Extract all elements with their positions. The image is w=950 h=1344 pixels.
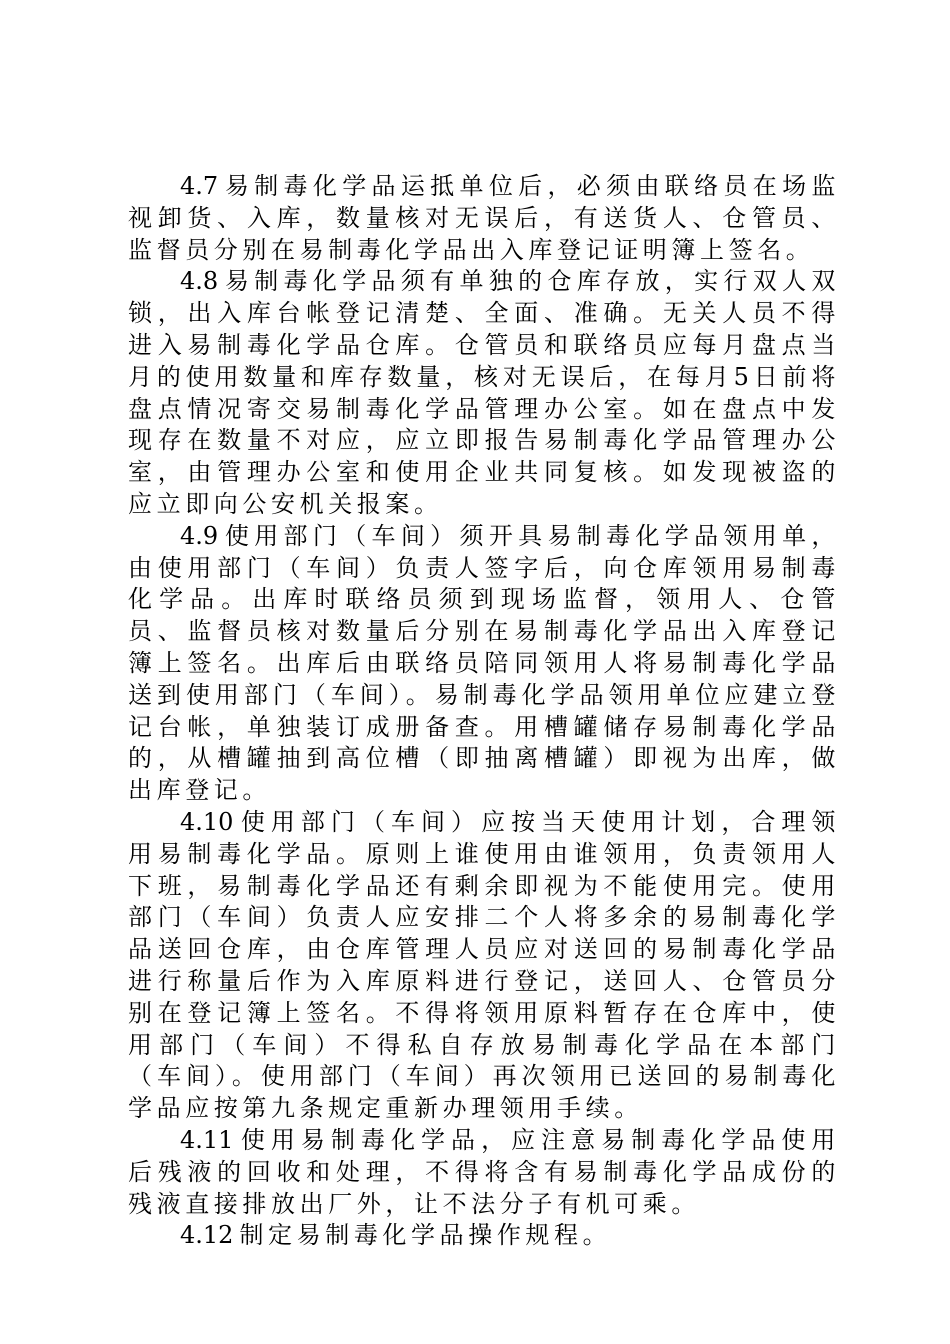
clause-4-9 (128, 521, 840, 807)
clause-4-12 (128, 1220, 840, 1252)
clause-4-10 (128, 807, 840, 1125)
clause-text: 使用易制毒化学品，应注意易制毒化学品使用后残液的回收和处理，不得将含有易制毒化学品成份的残液直接排放出厂外，让不法分子有机可乘。 (128, 1125, 840, 1218)
clause-text: 使用部门（车间）须开具易制毒化学品领用单，由使用部门（车间）负责人签字后，向仓库领用易制毒化学品。出库时联络员须到现场监督，领用人、仓管员、监督员核对数量后分别在易制毒化学品出入库登记簿上签名。出库后由联络员陪同领用人将易制毒化学品送到使用部门（车间）。易制毒化学品领用单位应建立登记台帐，单独装订成册备查。用槽罐储存易制毒化学品的，从槽罐抽到高位槽（即抽离槽罐）即视为出库，做出库登记。 (128, 521, 840, 805)
clause-number: 4.11 (180, 1125, 234, 1154)
clause-4-11 (128, 1125, 840, 1220)
clause-text: 易制毒化学品须有单独的仓库存放，实行双人双锁，出入库台帐登记清楚、全面、准确。无关人员不得进入易制毒化学品仓库。仓管员和联络员应每月盘点当月的使用数量和库存数量，核对无误后，在每月5日前将盘点情况寄交易制毒化学品管理办公室。如在盘点中发现存在数量不对应，应立即报告易制毒化学品管理办公室，由管理办公室和使用企业共同复核。如发现被盗的应立即向公安机关报案。 (128, 267, 840, 518)
clause-number: 4.12 (180, 1221, 234, 1250)
clause-text: 使用部门（车间）应按当天使用计划，合理领用易制毒化学品。原则上谁使用由谁领用，负责领用人下班，易制毒化学品还有剩余即视为不能使用完。使用部门（车间）负责人应安排二个人将多余的易制毒化学品送回仓库，由仓库管理人员应对送回的易制毒化学品进行称量后作为入库原料进行登记，送回人、仓管员分别在登记簿上签名。不得将领用原料暂存在仓库中，使用部门（车间）不得私自存放易制毒化学品在本部门（车间）。使用部门（车间）再次领用已送回的易制毒化学品应按第九条规定重新办理领用手续。 (128, 807, 840, 1123)
clause-4-7 (128, 171, 840, 266)
clause-number: 4.8 (180, 267, 219, 296)
clause-number: 4.10 (180, 807, 234, 836)
document-body (128, 171, 840, 1252)
clause-4-8 (128, 266, 840, 520)
clause-number: 4.7 (180, 172, 219, 200)
clause-text: 制定易制毒化学品操作规程。 (239, 1221, 612, 1250)
clause-number: 4.9 (180, 521, 219, 550)
clause-text: 易制毒化学品运抵单位后，必须由联络员在场监视卸货、入库，数量核对无误后，有送货人、仓管员、监督员分别在易制毒化学品出入库登记证明簿上签名。 (128, 172, 840, 264)
